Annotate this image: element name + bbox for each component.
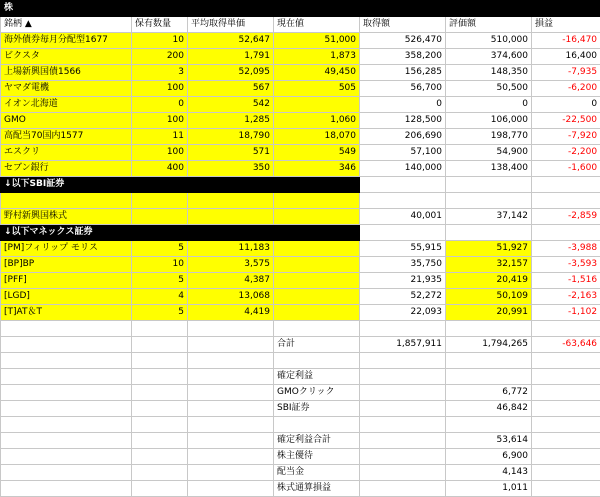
cell-value[interactable]: 374,600 xyxy=(446,49,532,65)
header-value[interactable]: 評価額 xyxy=(446,17,532,33)
cell-avg[interactable]: 13,068 xyxy=(188,289,274,305)
summary-label[interactable]: 株式通算損益 xyxy=(274,481,360,497)
cell-qty[interactable]: 10 xyxy=(132,257,188,273)
header-qty[interactable]: 保有数量 xyxy=(132,17,188,33)
cell-name[interactable] xyxy=(1,193,132,209)
cell-name[interactable]: [PM]フィリップ モリス xyxy=(1,241,132,257)
realized-label[interactable]: 確定利益 xyxy=(274,369,360,385)
cell-pl[interactable]: -2,859 xyxy=(532,209,600,225)
table-row xyxy=(1,113,600,129)
sbi-section-row xyxy=(1,177,600,193)
cell-name[interactable]: [PFF] xyxy=(1,273,132,289)
table-row xyxy=(1,129,600,145)
cell-qty[interactable]: 4 xyxy=(132,289,188,305)
cell-price[interactable] xyxy=(274,97,360,113)
header-price[interactable]: 現在値 xyxy=(274,17,360,33)
cell-qty[interactable]: 5 xyxy=(132,241,188,257)
header-name[interactable]: 銘柄 ▲ xyxy=(1,17,132,33)
cell-avg[interactable] xyxy=(188,193,274,209)
cell-value[interactable] xyxy=(446,193,532,209)
table-row xyxy=(1,241,600,257)
cell-name[interactable]: セブン銀行 xyxy=(1,161,132,177)
cell-pl[interactable]: -1,600 xyxy=(532,161,600,177)
cell-avg[interactable]: 18,790 xyxy=(188,129,274,145)
summary-value[interactable]: 53,614 xyxy=(446,433,532,449)
cell-pl[interactable]: -1,516 xyxy=(532,273,600,289)
cell-pl[interactable]: 16,400 xyxy=(532,49,600,65)
summary-value[interactable]: 6,900 xyxy=(446,449,532,465)
cell-pl[interactable]: -2,200 xyxy=(532,145,600,161)
table-row xyxy=(1,209,600,225)
total-row xyxy=(1,337,600,353)
cell-pl[interactable]: -3,593 xyxy=(532,257,600,273)
cell-avg[interactable]: 542 xyxy=(188,97,274,113)
cell-avg[interactable]: 1,285 xyxy=(188,113,274,129)
monex-section-label[interactable]: ↓以下マネックス証券 xyxy=(1,225,360,241)
cell-pl[interactable]: 0 xyxy=(532,97,600,113)
blank-row xyxy=(1,353,600,369)
summary-value[interactable]: 1,011 xyxy=(446,481,532,497)
cell-value[interactable]: 198,770 xyxy=(446,129,532,145)
cell-name[interactable]: ビクスタ xyxy=(1,49,132,65)
sbi-section-label[interactable]: ↓以下SBI証券 xyxy=(1,177,360,193)
cell-cost[interactable]: 52,272 xyxy=(360,289,446,305)
cell-price[interactable] xyxy=(274,305,360,321)
table-row xyxy=(1,145,600,161)
summary-row xyxy=(1,433,600,449)
cell-name[interactable]: エスクリ xyxy=(1,145,132,161)
cell-price[interactable]: 51,000 xyxy=(274,33,360,49)
cell-value[interactable]: 510,000 xyxy=(446,33,532,49)
cell-cost[interactable]: 40,001 xyxy=(360,209,446,225)
cell-price[interactable]: 505 xyxy=(274,81,360,97)
cell-avg[interactable]: 571 xyxy=(188,145,274,161)
cell-pl[interactable]: -22,500 xyxy=(532,113,600,129)
cell-price[interactable] xyxy=(274,209,360,225)
cell-cost[interactable]: 55,915 xyxy=(360,241,446,257)
cell-cost[interactable]: 56,700 xyxy=(360,81,446,97)
cell-qty[interactable]: 200 xyxy=(132,49,188,65)
summary-label[interactable]: 確定利益合計 xyxy=(274,433,360,449)
cell-value[interactable]: 138,400 xyxy=(446,161,532,177)
realized-header-row xyxy=(1,369,600,385)
cell-pl[interactable] xyxy=(532,193,600,209)
total-pl[interactable]: -63,646 xyxy=(532,337,600,353)
cell-avg[interactable]: 3,575 xyxy=(188,257,274,273)
cell-name[interactable]: 海外債券毎月分配型1677 xyxy=(1,33,132,49)
realized-item-value[interactable]: 46,842 xyxy=(446,401,532,417)
cell-price[interactable] xyxy=(274,273,360,289)
cell-name[interactable]: [T]AT＆T xyxy=(1,305,132,321)
table-row xyxy=(1,273,600,289)
blank-row xyxy=(1,417,600,433)
total-value[interactable]: 1,794,265 xyxy=(446,337,532,353)
cell-value[interactable]: 51,927 xyxy=(446,241,532,257)
cell-qty[interactable]: 100 xyxy=(132,81,188,97)
cell-value[interactable]: 20,419 xyxy=(446,273,532,289)
cell-value[interactable]: 37,142 xyxy=(446,209,532,225)
table-row xyxy=(1,33,600,49)
cell-avg[interactable]: 11,183 xyxy=(188,241,274,257)
cell-avg[interactable]: 4,419 xyxy=(188,305,274,321)
table-row xyxy=(1,65,600,81)
cell-price[interactable]: 49,450 xyxy=(274,65,360,81)
cell-value[interactable]: 50,500 xyxy=(446,81,532,97)
table-row xyxy=(1,161,600,177)
cell-cost[interactable]: 128,500 xyxy=(360,113,446,129)
cell-qty[interactable]: 11 xyxy=(132,129,188,145)
cell-cost[interactable]: 21,935 xyxy=(360,273,446,289)
cell-qty[interactable]: 100 xyxy=(132,113,188,129)
header-avg[interactable]: 平均取得単価 xyxy=(188,17,274,33)
cell-name[interactable]: [BP]BP xyxy=(1,257,132,273)
table-row xyxy=(1,49,600,65)
cell-pl[interactable]: -7,935 xyxy=(532,65,600,81)
cell-price[interactable] xyxy=(274,289,360,305)
cell-qty[interactable]: 3 xyxy=(132,65,188,81)
sheet-title[interactable]: 株 xyxy=(1,1,600,17)
monex-section-row xyxy=(1,225,600,241)
cell-price[interactable]: 346 xyxy=(274,161,360,177)
cell-price[interactable] xyxy=(274,193,360,209)
cell-avg[interactable]: 567 xyxy=(188,81,274,97)
cell-name[interactable]: [LGD] xyxy=(1,289,132,305)
cell-pl[interactable]: -2,163 xyxy=(532,289,600,305)
cell-avg[interactable]: 350 xyxy=(188,161,274,177)
cell-price[interactable] xyxy=(274,241,360,257)
total-label[interactable]: 合計 xyxy=(274,337,360,353)
cell-pl[interactable]: -16,470 xyxy=(532,33,600,49)
cell-value[interactable]: 54,900 xyxy=(446,145,532,161)
table-row xyxy=(1,193,600,209)
cell-cost[interactable]: 0 xyxy=(360,97,446,113)
cell-price[interactable] xyxy=(274,257,360,273)
cell-value[interactable]: 148,350 xyxy=(446,65,532,81)
cell-qty[interactable]: 5 xyxy=(132,273,188,289)
cell-cost[interactable]: 358,200 xyxy=(360,49,446,65)
cell-name[interactable]: イオン北海道 xyxy=(1,97,132,113)
cell-value[interactable]: 32,157 xyxy=(446,257,532,273)
cell-name[interactable]: GMO xyxy=(1,113,132,129)
cell-cost[interactable]: 35,750 xyxy=(360,257,446,273)
cell-avg[interactable]: 4,387 xyxy=(188,273,274,289)
summary-row xyxy=(1,465,600,481)
cell-value[interactable]: 0 xyxy=(446,97,532,113)
cell-qty[interactable]: 400 xyxy=(132,161,188,177)
cell-qty[interactable]: 10 xyxy=(132,33,188,49)
cell-cost[interactable]: 206,690 xyxy=(360,129,446,145)
cell-qty[interactable] xyxy=(132,209,188,225)
cell-cost[interactable]: 140,000 xyxy=(360,161,446,177)
cell-name[interactable]: 野村新興国株式 xyxy=(1,209,132,225)
summary-label[interactable]: 配当金 xyxy=(274,465,360,481)
cell-avg[interactable]: 52,095 xyxy=(188,65,274,81)
cell-value[interactable]: 50,109 xyxy=(446,289,532,305)
cell-price[interactable]: 549 xyxy=(274,145,360,161)
cell-value[interactable]: 20,991 xyxy=(446,305,532,321)
cell-cost[interactable]: 57,100 xyxy=(360,145,446,161)
cell-pl[interactable]: -1,102 xyxy=(532,305,600,321)
blank-row xyxy=(1,321,600,337)
summary-row xyxy=(1,481,600,497)
header-row xyxy=(1,17,600,33)
cell-price[interactable]: 18,070 xyxy=(274,129,360,145)
cell-cost[interactable] xyxy=(360,193,446,209)
header-pl[interactable]: 損益 xyxy=(532,17,600,33)
summary-value[interactable]: 4,143 xyxy=(446,465,532,481)
cell-avg[interactable] xyxy=(188,209,274,225)
realized-row xyxy=(1,385,600,401)
cell-pl[interactable]: -3,988 xyxy=(532,241,600,257)
cell-name[interactable]: 上場新興国債1566 xyxy=(1,65,132,81)
cell-qty[interactable]: 5 xyxy=(132,305,188,321)
table-row xyxy=(1,289,600,305)
summary-row xyxy=(1,449,600,465)
header-cost[interactable]: 取得額 xyxy=(360,17,446,33)
cell-name[interactable]: ヤマダ電機 xyxy=(1,81,132,97)
realized-item-label[interactable]: SBI証券 xyxy=(274,401,360,417)
cell-pl[interactable]: -7,920 xyxy=(532,129,600,145)
cell-qty[interactable] xyxy=(132,193,188,209)
cell-price[interactable]: 1,060 xyxy=(274,113,360,129)
cell-qty[interactable]: 100 xyxy=(132,145,188,161)
summary-label[interactable]: 株主優待 xyxy=(274,449,360,465)
cell-cost[interactable]: 526,470 xyxy=(360,33,446,49)
table-row xyxy=(1,97,600,113)
title-row xyxy=(1,1,600,17)
cell-cost[interactable]: 156,285 xyxy=(360,65,446,81)
cell-avg[interactable]: 52,647 xyxy=(188,33,274,49)
total-cost[interactable]: 1,857,911 xyxy=(360,337,446,353)
cell-avg[interactable]: 1,791 xyxy=(188,49,274,65)
table-row xyxy=(1,257,600,273)
realized-item-label[interactable]: GMOクリック xyxy=(274,385,360,401)
cell-qty[interactable]: 0 xyxy=(132,97,188,113)
cell-price[interactable]: 1,873 xyxy=(274,49,360,65)
table-row xyxy=(1,81,600,97)
cell-name[interactable]: 高配当70国内1577 xyxy=(1,129,132,145)
cell-cost[interactable]: 22,093 xyxy=(360,305,446,321)
realized-row xyxy=(1,401,600,417)
table-row xyxy=(1,305,600,321)
cell-pl[interactable]: -6,200 xyxy=(532,81,600,97)
realized-item-value[interactable]: 6,772 xyxy=(446,385,532,401)
cell-value[interactable]: 106,000 xyxy=(446,113,532,129)
